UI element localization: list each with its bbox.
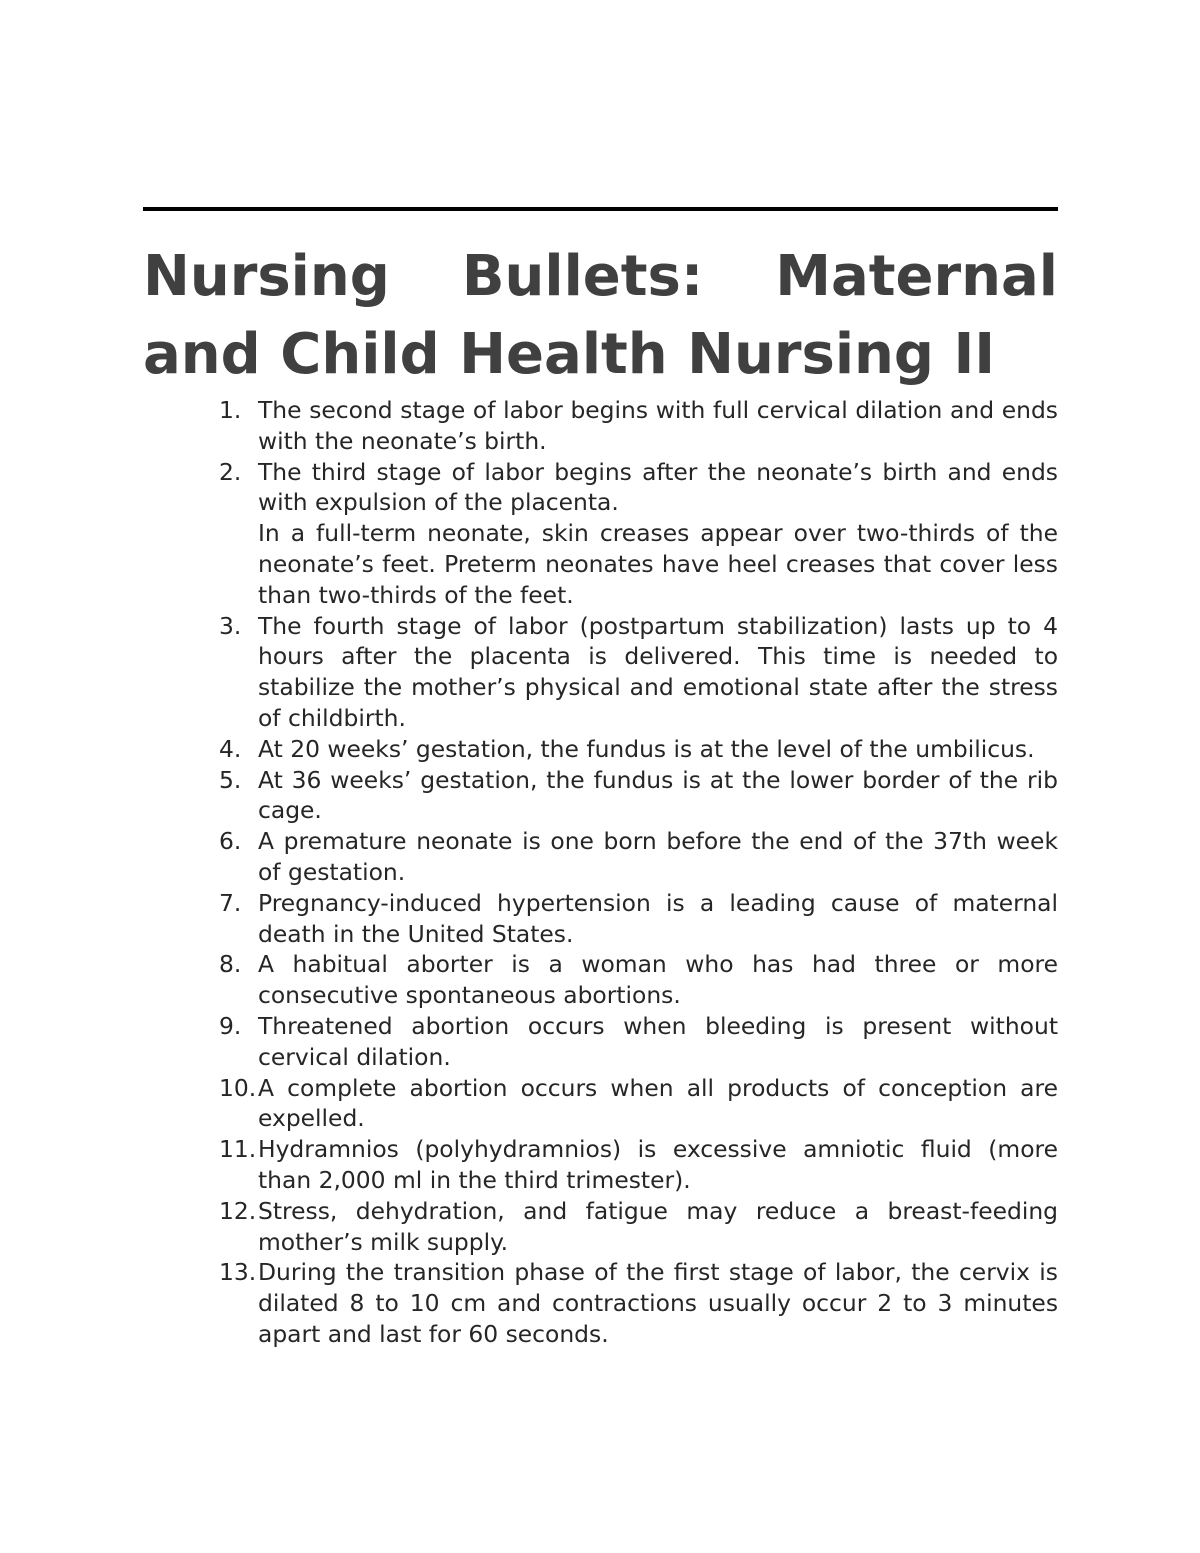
item-text [258,395,1058,457]
item-number: 2. [219,457,242,486]
item-text [258,826,1058,888]
item-paragraph: The fourth stage of labor (postpartum stabilization) lasts up to 4 hours after the placenta is delivered. This time is needed to stabilize the mother’s physical and emotional state after the stress of childbirth. [258,611,1058,732]
item-paragraph: A complete abortion occurs when all products of conception are expelled. [258,1073,1058,1133]
list-item [143,826,1058,888]
item-text [258,949,1058,1011]
item-paragraph: Threatened abortion occurs when bleeding is present without cervical dilation. [258,1011,1058,1071]
item-text [258,888,1058,950]
document-page [143,0,1058,1553]
list-item [143,734,1058,765]
item-paragraph: A premature neonate is one born before the end of the 37th week of gestation. [258,827,1058,886]
item-number: 4. [219,734,242,763]
item-text [258,1011,1058,1073]
item-number: 6. [219,827,242,856]
list-item [143,1196,1058,1258]
item-paragraph: At 36 weeks’ gestation, the fundus is at the lower border of the rib cage. [258,765,1058,825]
bullet-list [143,395,1058,1350]
item-number: 8. [219,950,242,979]
item-number: 12. [219,1196,257,1225]
title-line-1 [143,238,1058,316]
item-paragraph: Pregnancy-induced hypertension is a leading cause of maternal death in the United States. [258,888,1058,948]
list-item [143,1134,1058,1196]
item-number: 11. [219,1135,257,1164]
page-title [143,238,1058,394]
list-item [143,1073,1058,1135]
item-text [258,765,1058,827]
title-word: Nursing [143,244,390,309]
list-item [143,949,1058,1011]
list-item [143,395,1058,457]
title-word: Bullets: [461,244,704,309]
item-paragraph: At 20 weeks’ gestation, the fundus is at the level of the umbilicus. [258,734,1035,763]
item-number: 9. [219,1011,242,1040]
list-item [143,1011,1058,1073]
item-number: 5. [219,765,242,794]
list-item [143,611,1058,734]
item-paragraph: The third stage of labor begins after the neonate’s birth and ends with expulsion of the placenta. [258,457,1058,517]
item-number: 1. [219,396,242,424]
title-line-2: and Child Health Nursing II [143,322,996,387]
item-text [258,1257,1058,1349]
item-paragraph: During the transition phase of the first stage of labor, the cervix is dilated 8 to 10 cm and contractions usually occur 2 to 3 minutes apart and last for 60 seconds. [258,1258,1058,1348]
list-item [143,457,1058,611]
item-paragraph: Stress, dehydration, and fatigue may reduce a breast-feeding mother’s milk supply. [258,1196,1058,1256]
item-paragraph: Hydramnios (polyhydramnios) is excessive amniotic fluid (more than 2,000 ml in the third trimester). [258,1135,1058,1194]
header-rule [143,207,1058,211]
list-item [143,888,1058,950]
item-text [258,734,1058,765]
item-text [258,1073,1058,1135]
item-paragraph: The second stage of labor begins with full cervical dilation and ends with the neonate’s birth. [258,396,1058,455]
item-paragraph: A habitual aborter is a woman who has had three or more consecutive spontaneous abortions. [258,950,1058,1010]
item-number: 13. [219,1258,257,1287]
list-item [143,765,1058,827]
title-word: Maternal [775,244,1058,309]
item-number: 10. [219,1073,257,1102]
item-text [258,1134,1058,1196]
item-number: 7. [219,888,242,917]
item-number: 3. [219,611,242,640]
item-paragraph: In a full-term neonate, skin creases appear over two-thirds of the neonate’s feet. Preterm neonates have heel creases that cover less than two-thirds of the feet. [258,519,1058,609]
item-text [258,1196,1058,1258]
item-text [258,457,1058,611]
item-text [258,611,1058,734]
list-item [143,1257,1058,1349]
